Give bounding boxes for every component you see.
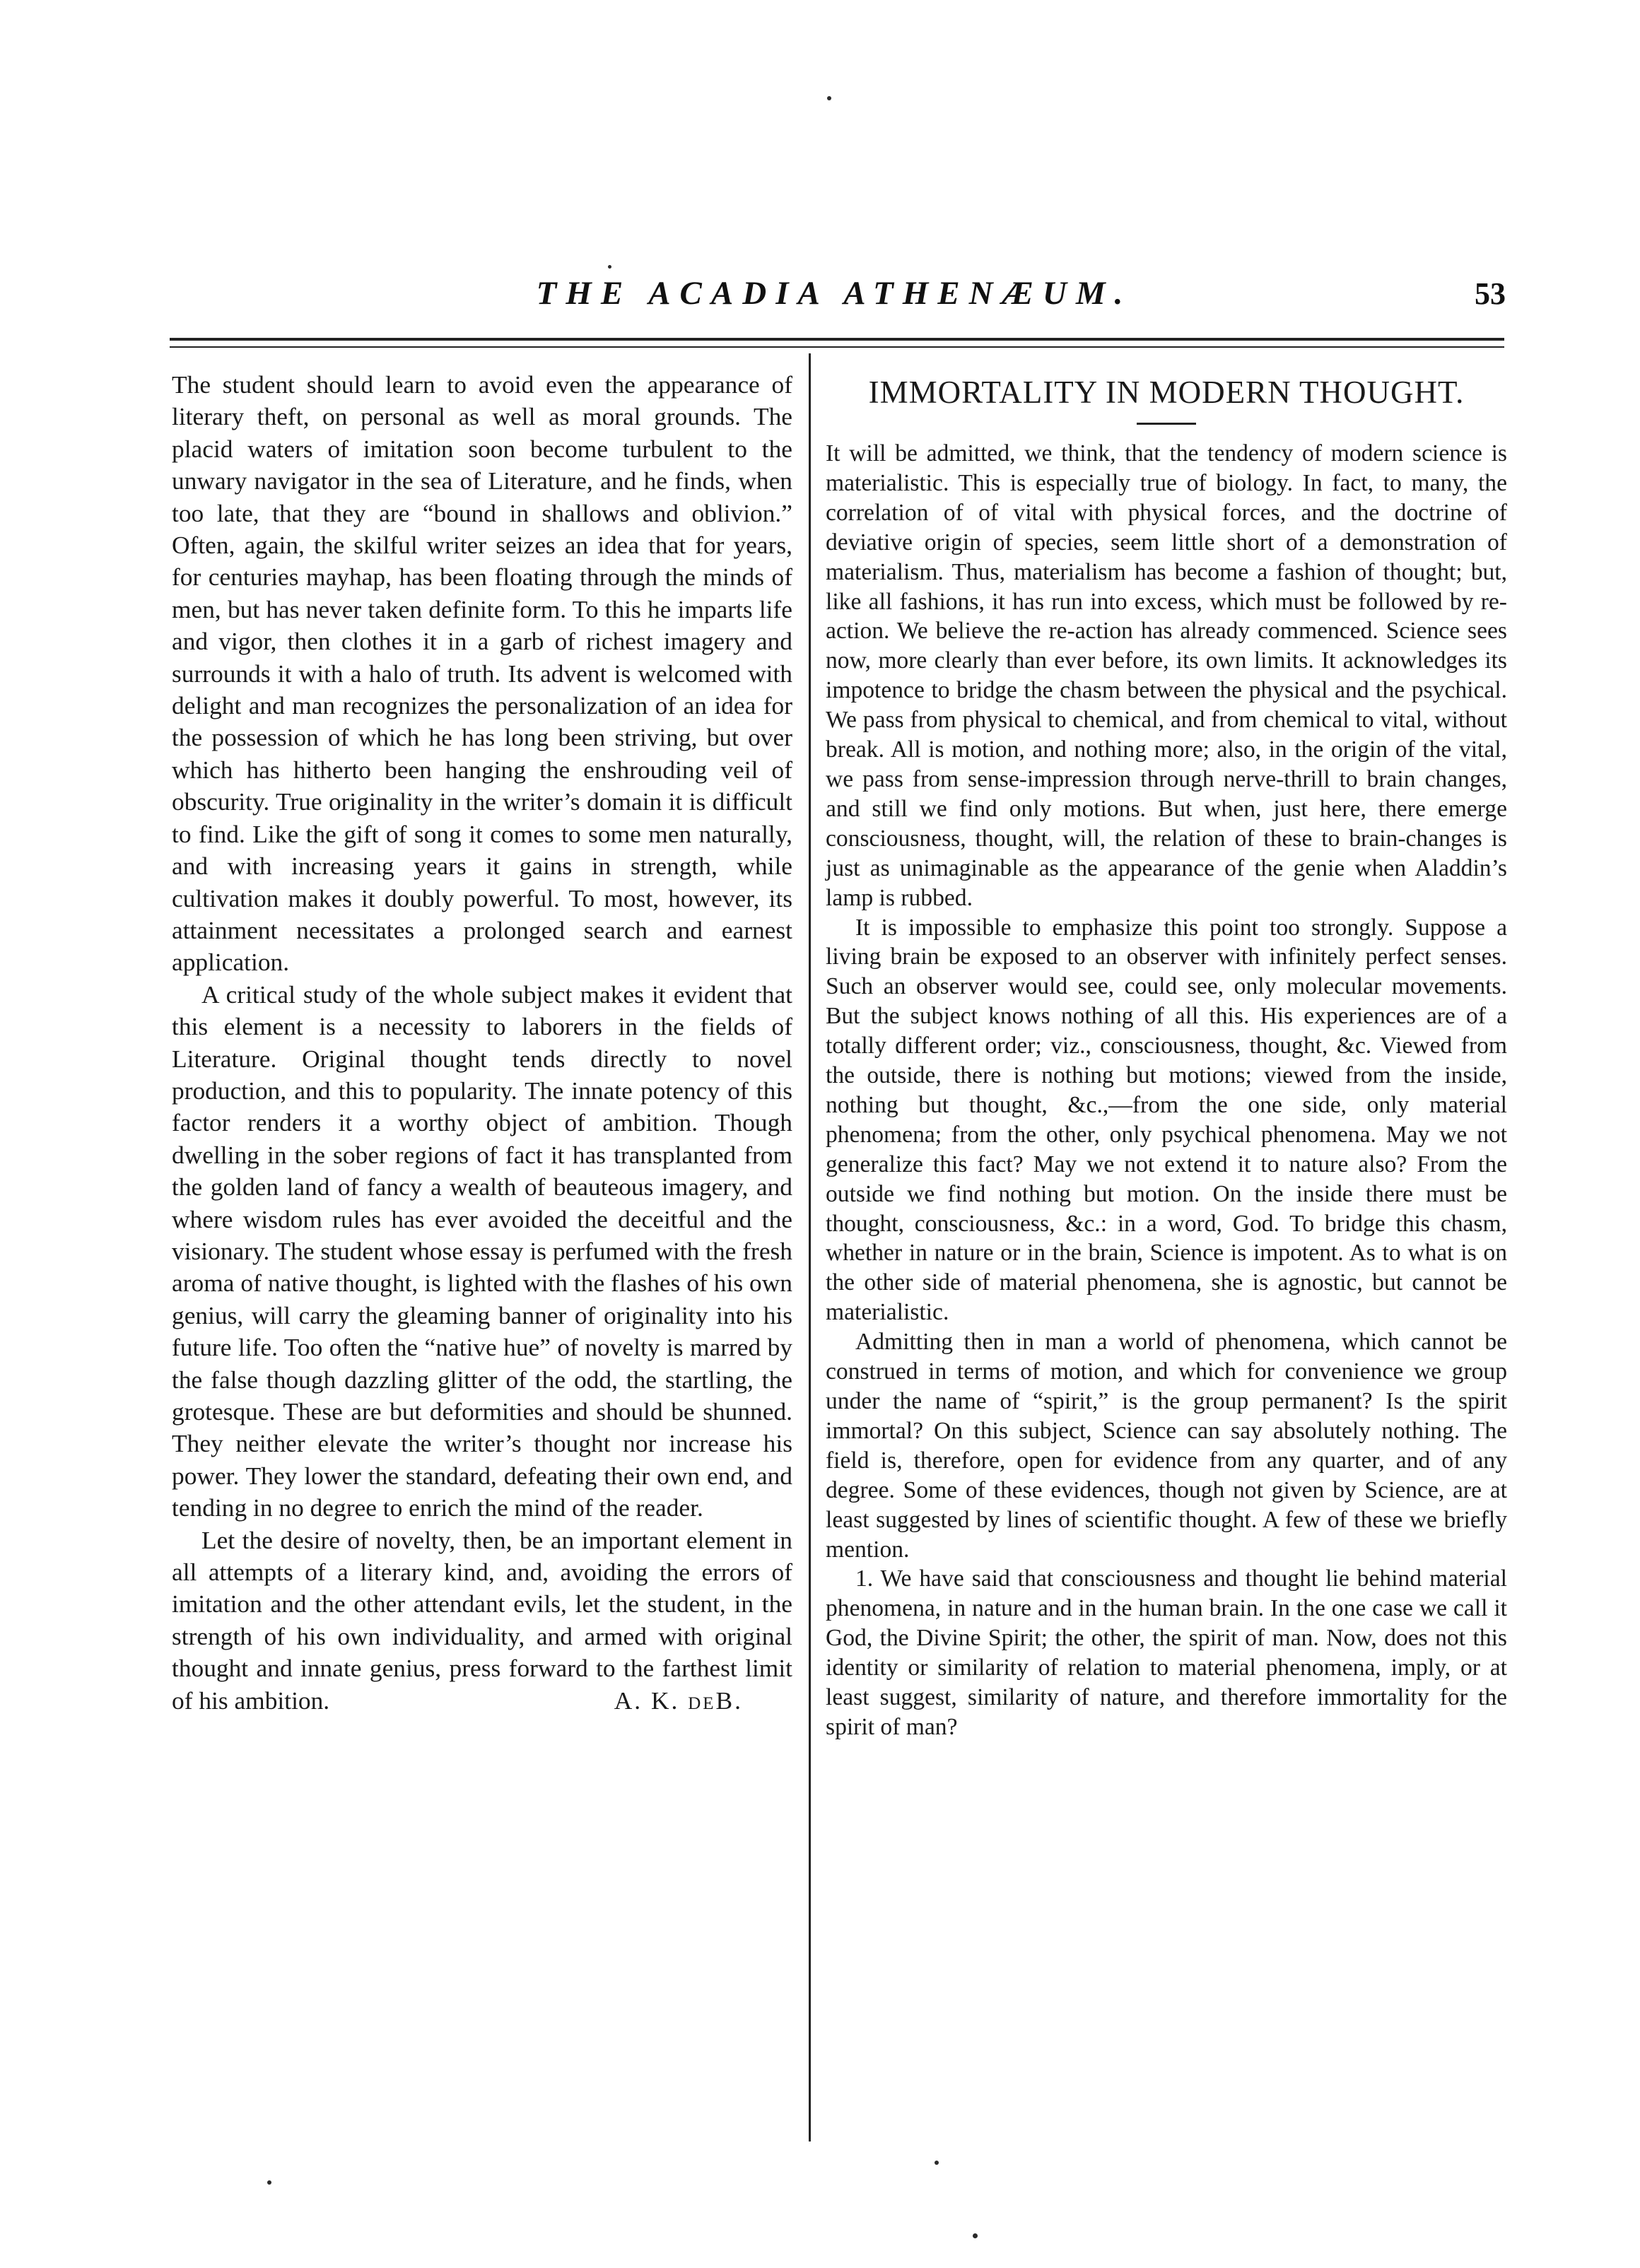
speck [827, 96, 831, 100]
column-divider [809, 353, 811, 2141]
speck [608, 265, 611, 269]
speck [973, 2233, 978, 2238]
paragraph: Admitting then in man a world of phenomena, which cannot be construed in terms of motion, and which for convenience we group under the name of “spirit,” is the group permanent? Is the spirit immortal? On this subject, Science can say absolutely nothing. The field is, therefore, open for evidence from any quarter, and of any degree. Some of these evidences, though not given by Science, are at least suggested by lines of scientific thought. A few of these we briefly mention. [826, 1329, 1507, 1563]
speck [935, 2161, 939, 2165]
paragraph: It is impossible to emphasize this point too strongly. Suppose a living brain be exposed to an observer with infinitely perfect senses. Such an observer would see, could see, only molecular movements. But the subject knows nothing of all this. His experiences are of a totally different order; viz., consciousness, thought, &c. Viewed from the outside, there is nothing but motions; viewed from the inside, nothing but thought, &c.,—from the one side, only material phenomena; from the other, only psychical phenomena. May we not generalize this fact? May we not extend it to nature also? From the outside we find nothing but motion. On the inside there must be thought, consciousness, &c.: in a word, God. To bridge this chasm, whether in nature or in the brain, Science is impotent. As to what is on the other side of material phenomena, she is agnostic, but cannot be materialistic. [826, 914, 1507, 1326]
paragraph: A critical study of the whole subject makes it evident that this element is a necessity to laborers in the fields of Literature. Original thought tends directly to novel production, and this to popularity. The innate potency of this factor renders it a worthy object of ambition. Though dwelling in the sober regions of fact it has transplanted from the golden land of fancy a wealth of beauteous imagery, and where wisdom rules has ever avoided the deceitful and the visionary. The student whose essay is perfumed with the fresh aroma of native thought, is lighted with the flashes of his own genius, will carry the gleaming banner of originality into his future life. Too often the “native hue” of novelty is marred by the false though dazzling glitter of the odd, the startling, the grotesque. These are but deformities and should be shunned. They neither elevate the writer’s thought nor increase his power. They lower the standard, defeating their own end, and tending in no degree to enrich the mind of the reader. [172, 980, 792, 1522]
paragraph: 1. We have said that consciousness and thought lie behind material phenomena, in nature and in the human brain. In the one case we call it God, the Divine Spirit; the other, the spirit of man. Now, does not this identity or similarity of relation to material phenomena, imply, or at least suggest, similarity of nature, and therefore immortality for the spirit of man? [826, 1565, 1507, 1740]
paragraph: Let the desire of novelty, then, be an important element in all attempts of a literary kind, and, avoiding the errors of imitation and the other attendant evils, let the student, in the strength of his own individuality, and armed with original thought and innate genius, press forward to the farthest limit of his ambition. [172, 1525, 792, 1715]
left-column [172, 369, 792, 1717]
author-signature: A. K. deB. [614, 1686, 743, 1715]
header-rule-thin [170, 346, 1504, 348]
header-rule [170, 338, 1504, 341]
article-title: IMMORTALITY IN MODERN THOUGHT. [868, 375, 1465, 410]
speck [267, 2180, 271, 2185]
page-header-title: THE ACADIA ATHENÆUM. [536, 275, 1132, 312]
right-column [826, 373, 1507, 1742]
title-rule [1137, 423, 1196, 425]
page-number: 53 [1475, 276, 1506, 311]
paragraph: It will be admitted, we think, that the tendency of modern science is materialistic. This is especially true of biology. In fact, to many, the correlation of of vital with physical forces, and the doctrine of deviative origin of species, seem little short of a demonstration of materialism. Thus, materialism has become a fashion of thought; but, like all fashions, it has run into excess, which must be followed by re-action. We believe the re-action has already commenced. Science sees now, more clearly than ever before, its own limits. It acknowledges its impotence to bridge the chasm between the physical and the psychical. We pass from physical to chemical, and from chemical to vital, without break. All is motion, and nothing more; also, in the origin of the vital, we pass from sense-impression through nerve-thrill to brain changes, and still we find only motions. But when, just here, there emerge consciousness, thought, will, the relation of these to brain-changes is just as unimaginable as the appearance of the genie when Aladdin’s lamp is rubbed. [826, 440, 1507, 911]
paragraph: The student should learn to avoid even the appearance of literary theft, on personal as well as moral grounds. The placid waters of imitation soon become turbulent to the unwary navigator in the sea of Literature, and he finds, when too late, that they are “bound in shallows and oblivion.” Often, again, the skilful writer seizes an idea that for years, for centuries mayhap, has been floating through the minds of men, but has never taken definite form. To this he imparts life and vigor, then clothes it in a garb of richest imagery and surrounds it with a halo of truth. Its advent is welcomed with delight and man recognizes the personalization of an idea for the possession of which he has long been striving, but over which has hitherto been hanging the enshrouding veil of obscurity. True originality in the writer’s domain it is difficult to find. Like the gift of song it comes to some men naturally, and with increasing years it gains in strength, while cultivation makes it doubly powerful. To most, however, its attainment necessitates a prolonged search and earnest application. [172, 370, 792, 977]
